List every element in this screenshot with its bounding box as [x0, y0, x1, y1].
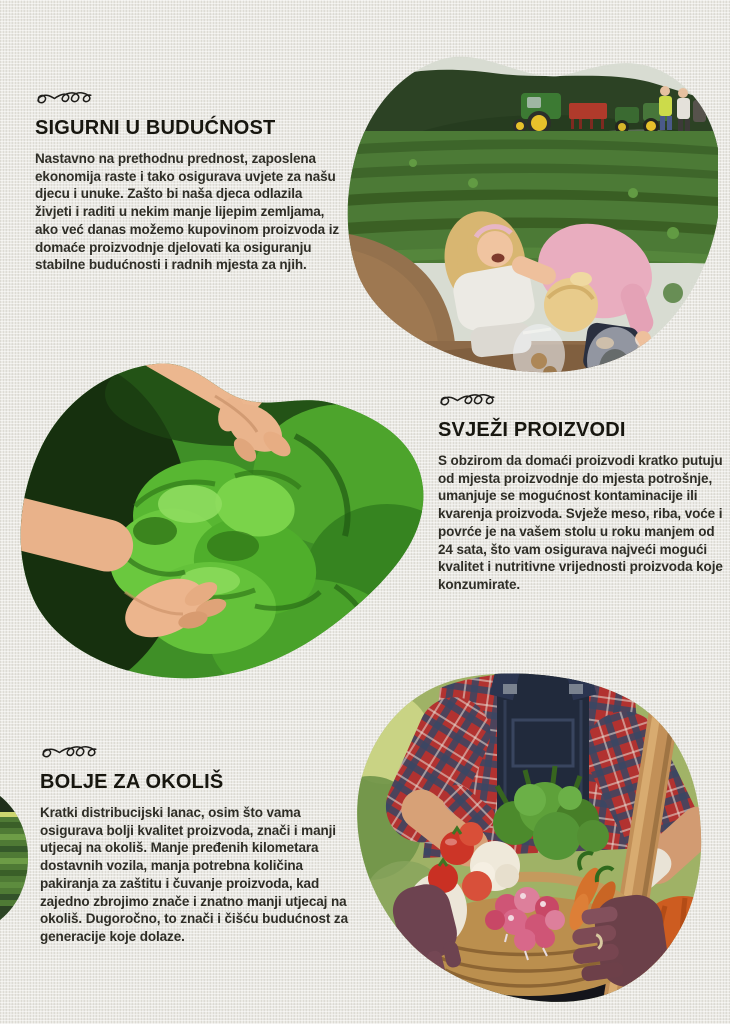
flourish-swirl-icon	[439, 388, 505, 413]
section-fresh	[438, 388, 726, 594]
section-future	[35, 86, 340, 274]
section-heading: SIGURNI U BUDUĆNOST	[35, 117, 276, 139]
photo-field-edge-sliver	[0, 788, 30, 928]
section-body: S obzirom da domaći proizvodi kratko putuju od mjesta proizvodnje do mjesta potrošnje, umanjuje se mogućnost kontaminacije ili kvarenja proizvoda. Svježe meso, riba, voće i povrće je na vašem stolu u roku manjem od 24 sata, što vam osigurava najveći mogući kvalitet i nutritivne vrijednosti proizvoda koje konzumirate.	[438, 453, 723, 592]
flourish-swirl-icon	[36, 86, 102, 111]
photo-farmer-vegetable-basket	[345, 658, 708, 1013]
section-body: Kratki distribucijski lanac, osim što vama osigurava bolji kvalitet proizvoda, znači i manji utjecaj na okoliš. Manje pređenih kilometara dostavnih vozila, manja potrebna količina pakiranja za zaštitu i čuvanje proizvoda, kad zajedno zbrojimo znače i znatno manji utjecaj na okoliš. Dugoročno, to znači i čišću budućnost za generacije koje dolaze.	[40, 805, 348, 944]
section-environment	[40, 740, 352, 946]
photo-children-potato-field	[343, 43, 718, 388]
flourish-swirl-icon	[41, 740, 107, 765]
section-body: Nastavno na prethodnu prednost, zaposlena ekonomija raste i tako osigurava uvjete za našu djecu i unuke. Zašto bi naša djeca odlazila živjeti i raditi u nekim manje lijepim zemljama, ako već danas možemo kupovinom proizvoda iz domaće proizvodnje djelovati ka osiguranju stabilne budućnosti i radnih mjesta za njih.	[35, 151, 340, 273]
section-heading: BOLJE ZA OKOLIŠ	[40, 771, 224, 793]
photo-hands-holding-lettuce	[5, 356, 429, 686]
section-heading: SVJEŽI PROIZVODI	[438, 419, 626, 441]
